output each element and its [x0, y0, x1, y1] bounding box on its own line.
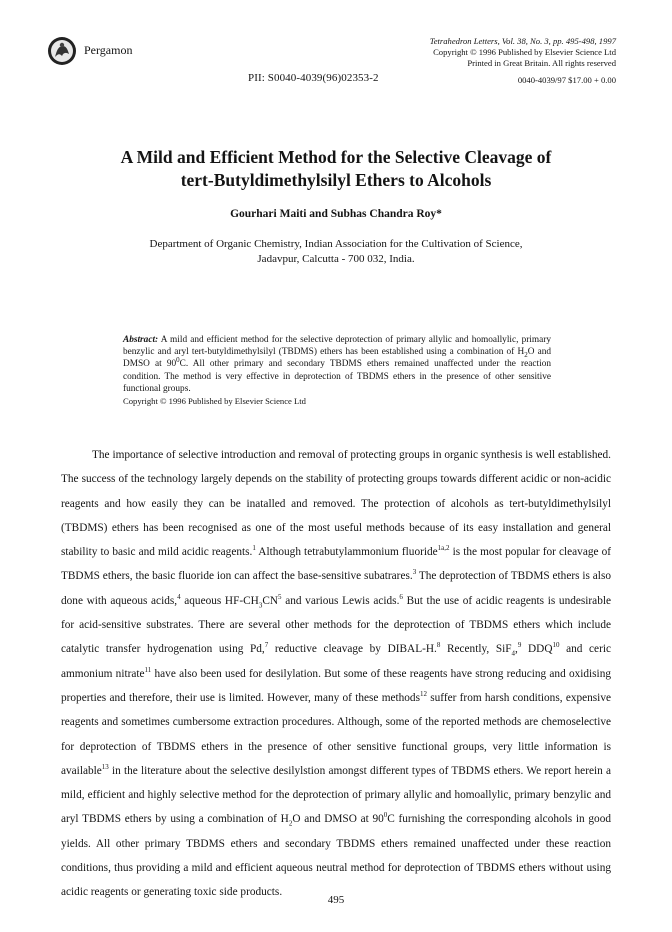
- affiliation-line-2: Jadavpur, Calcutta - 700 032, India.: [257, 253, 415, 265]
- abstract-copyright: Copyright © 1996 Published by Elsevier Science Ltd: [123, 396, 306, 407]
- text: Although tetrabutylammonium fluoride: [255, 546, 438, 559]
- text: The deprotection of TBDMS ethers is also done with aqueous acids,: [61, 570, 611, 607]
- title-line-1: A Mild and Efficient Method for the Selective Cleavage of: [120, 147, 552, 167]
- copyright-line: Copyright © 1996 Published by Elsevier Science Ltd: [433, 47, 616, 57]
- abstract-text: O and DMSO at 90: [123, 347, 551, 370]
- publisher-logo-icon: [47, 36, 77, 66]
- paragraph: [61, 443, 611, 905]
- paper-title: [40, 146, 632, 192]
- abstract-subscript: 2: [524, 351, 528, 360]
- page-number: 495: [327, 894, 345, 906]
- text: Recently, SiF: [440, 643, 512, 656]
- citation-ref: 7: [264, 641, 269, 650]
- text: aqueous HF-CH: [180, 594, 259, 607]
- pii-identifier: PII: S0040-4039(96)02353-2: [248, 72, 379, 84]
- publisher-name: Pergamon: [84, 43, 133, 57]
- citation-ref: 1: [252, 544, 256, 553]
- title-line-2: tert-Butyldimethylsilyl Ethers to Alcohols: [180, 170, 492, 190]
- text: The importance of selective introduction and removal of protecting groups in organic synthesis is well established. The success of the technology largely depends on the stability of protecting groups towards different acidic or non-acidic reagents and how easily they can be inatalled and removed. The protection of alcohols as tert-butyldimethylsilyl (TBDMS) ethers has been recognised as one of the most useful methods because of its easy installation and general stability to basic and mild acidic reagents.: [61, 449, 611, 559]
- citation-ref: 8: [436, 641, 441, 650]
- citation-ref: 3: [412, 568, 417, 577]
- citation-ref: 12: [419, 690, 427, 699]
- citation-ref: 4: [177, 593, 181, 602]
- text: DDQ: [521, 643, 553, 656]
- citation-ref: 10: [552, 641, 560, 650]
- text: have also been used for desilylation. But some of these reagents have strong reducing and oxidising properties and therefore, their use is limited. However, many of these methods: [61, 667, 611, 704]
- citation-ref: 1a,2: [437, 544, 450, 553]
- citation-ref: 9: [517, 641, 522, 650]
- citation-ref: 11: [144, 665, 152, 674]
- subscript: 3: [258, 601, 263, 610]
- text: CN: [262, 594, 279, 607]
- text: ,: [515, 643, 518, 656]
- journal-meta: [430, 36, 616, 86]
- subscript: 2: [288, 819, 293, 828]
- text: suffer from harsh conditions, expensive reagents and sometimes cumbersome extraction procedures. Although, some of the reported methods are chemoselective for deprotection of TBDMS ethers in the presence of other sensitive functional groups, very little information is available: [61, 691, 611, 777]
- text: and ceric ammonium nitrate: [61, 643, 611, 680]
- citation-ref: 6: [399, 593, 403, 602]
- abstract: [123, 334, 551, 407]
- text: and various Lewis acids.: [281, 594, 400, 607]
- printed-line: Printed in Great Britain. All rights reserved: [467, 58, 616, 68]
- text: O and DMSO at 90: [292, 813, 384, 826]
- text: in the literature about the selective desilylstion amongst different types of TBDMS ethers. We report herein a mild, efficient and highly selective method for the deprotection of primary allylic and homoallylic, primary benzylic and aryl TBDMS ethers by using a combination of H: [61, 764, 611, 826]
- text: reductive cleavage by DIBAL-H.: [268, 643, 437, 656]
- subscript: 4: [511, 649, 516, 658]
- author-list: Gourhari Maiti and Subhas Chandra Roy*: [230, 208, 442, 220]
- text: But the use of acidic reagents is undesirable for acid-sensitive substrates. There are several other methods for the deprotection of TBDMS ethers which include catalytic transfer hydrogenation using Pd,: [61, 594, 611, 656]
- citation-ref: 5: [278, 593, 282, 602]
- affiliation-line-1: Department of Organic Chemistry, Indian Association for the Cultivation of Science,: [149, 238, 523, 250]
- affiliation: [40, 237, 632, 267]
- journal-citation: Tetrahedron Letters, Vol. 38, No. 3, pp. 495-498, 1997: [429, 36, 616, 46]
- superscript: 0: [383, 811, 388, 820]
- abstract-text: C. All other primary and secondary TBDMS ethers remained unaffected under the reaction condition. The method is very effective in deprotection of TBDMS ethers in the presence of other sensitive functional groups.: [123, 359, 551, 394]
- text: is the most popular for cleavage of TBDMS ethers, the basic fluoride ion can affect the base-sensitive subatrares.: [61, 546, 611, 583]
- text: C furnishing the corresponding alcohols in good yields. All other primary TBDMS ethers and secondary TBDMS ethers remained unaffected under these reaction conditions, thus providing a mild and efficient aqueous neutral method for deprotection of TBDMS ethers without using acidic reagents or generating toxic side products.: [61, 813, 611, 899]
- abstract-label: Abstract:: [123, 335, 159, 345]
- abstract-superscript: 0: [176, 356, 180, 365]
- body-text: [61, 443, 611, 905]
- abstract-text: A mild and efficient method for the selective deprotection of primary allylic and homoallylic, primary benzylic and aryl tert-butyldimethylsilyl (TBDMS) ethers has been established using a combination of H: [123, 335, 551, 358]
- price-line: 0040-4039/97 $17.00 + 0.00: [517, 75, 616, 85]
- citation-ref: 13: [101, 763, 109, 772]
